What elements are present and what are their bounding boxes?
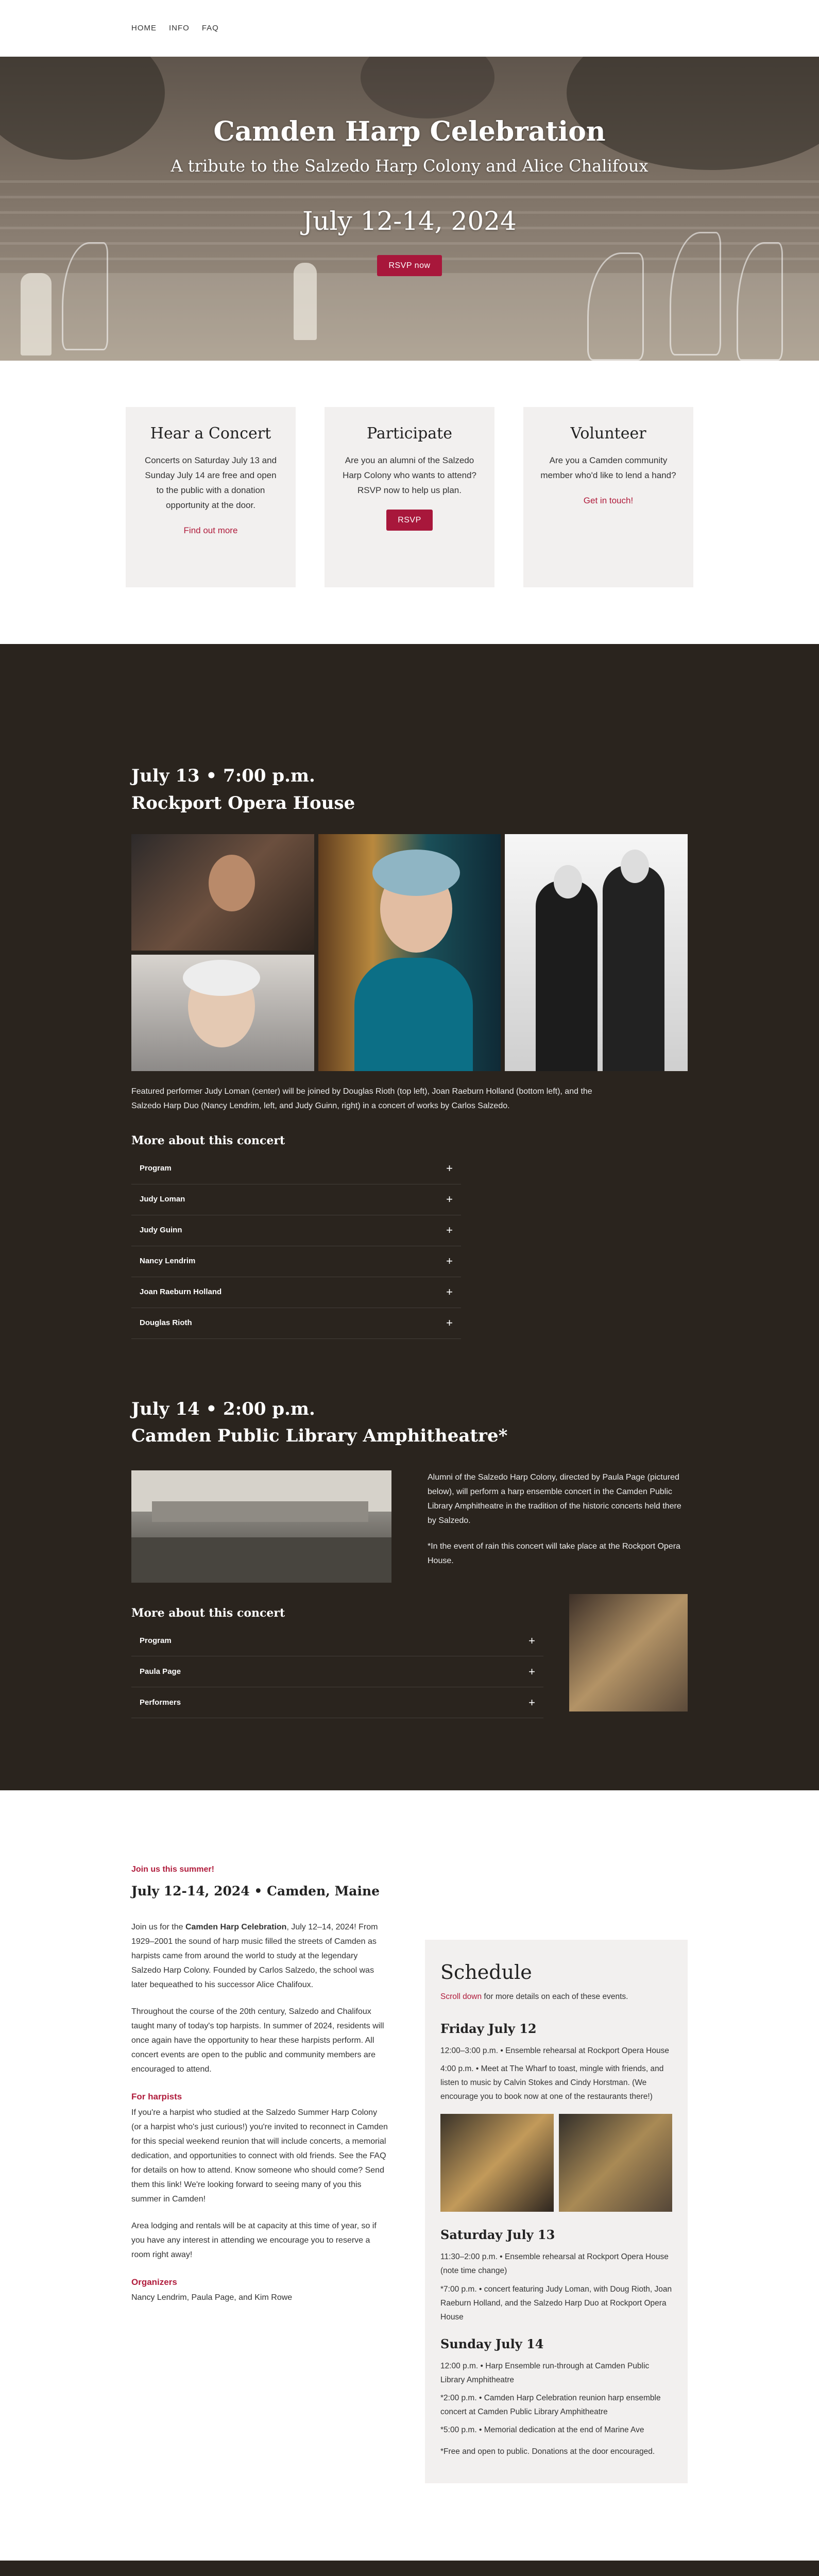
accordion-judy-guinn[interactable]: Judy Guinn + <box>131 1215 461 1246</box>
saturday-item: 11:30–2:00 p.m. • Ensemble rehearsal at Rockport Opera House (note time change) <box>440 2252 669 2276</box>
plus-icon: + <box>446 1224 453 1237</box>
harpists-heading: For harpists <box>131 2091 182 2102</box>
plus-icon: + <box>446 1193 453 1206</box>
photo-judy-loman <box>318 834 501 1071</box>
photo-salzedo-harp-duo <box>505 834 688 1071</box>
schedule-footnote: *Free and open to public. Donations at the door encouraged. <box>440 2447 655 2456</box>
plus-icon: + <box>446 1255 453 1268</box>
friday-heading: Friday July 12 <box>440 2021 537 2036</box>
plus-icon: + <box>528 1696 535 1709</box>
accordion-douglas-rioth[interactable]: Douglas Rioth + <box>131 1308 461 1339</box>
photo-paula-page <box>569 1594 688 1711</box>
card-title: Hear a Concert <box>150 425 271 443</box>
accordion-performers[interactable]: Performers + <box>131 1687 543 1718</box>
card-title: Volunteer <box>570 425 646 443</box>
info-label: Join us this summer! <box>131 1865 214 1874</box>
concert1-accordion <box>131 1154 461 1339</box>
sunday-item: *5:00 p.m. • Memorial dedication at the end of Marine Ave <box>440 2426 644 2435</box>
photo-joan-raeburn-holland <box>131 955 314 1071</box>
lodging-paragraph: Area lodging and rentals will be at capacity at this time of year, so if you have any interest in attending we encourage you to reserve a room right away! <box>131 2221 377 2259</box>
concert2-where: Camden Public Library Amphitheatre* <box>131 1426 508 1447</box>
get-in-touch-link[interactable]: Get in touch! <box>583 495 634 505</box>
card-title: Participate <box>366 425 452 443</box>
schedule-note: Scroll down for more details on each of these events. <box>440 1992 628 2001</box>
organizers-names: Nancy Lendrim, Paula Page, and Kim Rowe <box>131 2293 293 2302</box>
photo-douglas-rioth <box>131 834 314 951</box>
plus-icon: + <box>446 1316 453 1330</box>
concert2-when: July 14 • 2:00 p.m. <box>131 1398 315 1419</box>
harpists-paragraph: If you're a harpist who studied at the Salzedo Summer Harp Colony (or a harpist who's just curious!) you're invited to reconnect in Camden for this special weekend reunion that will include concerts, a memorial dedication, and opportunities to connect with old friends. See the FAQ for details on how to attend. Know someone who should come? Send them this link! We're looking forward to seeing many of you this summer in Camden! <box>131 2108 388 2204</box>
card-hear-concert <box>126 407 296 587</box>
scroll-down-link[interactable]: Scroll down <box>440 1992 482 2001</box>
hero-banner <box>0 57 819 361</box>
concert1-when: July 13 • 7:00 p.m. <box>131 766 315 786</box>
accordion-joan-raeburn-holland[interactable]: Joan Raeburn Holland + <box>131 1277 461 1308</box>
concert1-caption: Featured performer Judy Loman (center) will be joined by Douglas Rioth (top left), Joan Raeburn Holland (bottom left), and the Salzedo Harp Duo (Nancy Lendrim, left, and Judy Guinn, right) in a concert of works by Carlos Salzedo. <box>131 1087 592 1111</box>
concert1-where: Rockport Opera House <box>131 792 355 814</box>
schedule-photo-musician <box>440 2114 554 2212</box>
plus-icon: + <box>528 1665 535 1679</box>
accordion-nancy-lendrim[interactable]: Nancy Lendrim + <box>131 1246 461 1277</box>
memorial-section <box>0 2561 819 2576</box>
concerts-section <box>0 644 819 1790</box>
info-section <box>0 1790 819 2561</box>
concert2-title <box>131 1396 688 1450</box>
sunday-item: *2:00 p.m. • Camden Harp Celebration reunion harp ensemble concert at Camden Public Library Amphitheatre <box>440 2394 661 2417</box>
info-paragraph-2: Throughout the course of the 20th century, Salzedo and Chalifoux taught many of today's top harpists. In summer of 2024, residents will once again have the opportunity to hear these harpists perform. All concert events are open to the public and community members are encouraged to attend. <box>131 2007 384 2074</box>
sunday-heading: Sunday July 14 <box>440 2336 544 2351</box>
accordion-judy-loman[interactable]: Judy Loman + <box>131 1184 461 1215</box>
friday-item: 4:00 p.m. • Meet at The Wharf to toast, mingle with friends, and listen to music by Calvin Stokes and Cindy Horstman. (We encourage you to book now at one of the restaurants there!) <box>440 2064 664 2102</box>
saturday-item: *7:00 p.m. • concert featuring Judy Loman, with Doug Rioth, Joan Raeburn Holland, and the Salzedo Harp Duo at Rockport Opera House <box>440 2284 672 2321</box>
card-text: Concerts on Saturday July 13 and Sunday July 14 are free and open to the public with a donation opportunity at the door. <box>144 455 277 510</box>
sunday-item: 12:00 p.m. • Harp Ensemble run-through at Camden Public Library Amphitheatre <box>440 2361 650 2384</box>
top-nav <box>0 0 819 57</box>
plus-icon: + <box>528 1634 535 1648</box>
card-rsvp-button[interactable]: RSVP <box>386 510 433 531</box>
find-out-more-link[interactable]: Find out more <box>183 525 238 535</box>
concert1-photos <box>131 834 688 1071</box>
amphitheatre-photo <box>131 1470 391 1583</box>
concert2-accordion <box>131 1625 543 1718</box>
nav-home[interactable]: HOME <box>131 24 157 32</box>
plus-icon: + <box>446 1162 453 1175</box>
concert2-description: Alumni of the Salzedo Harp Colony, directed by Paula Page (pictured below), will perform a harp ensemble concert in the Camden Public Library Amphitheatre in the tradition of the historic concerts held there by Salzedo. <box>428 1472 681 1525</box>
nav-info[interactable]: INFO <box>169 24 190 32</box>
plus-icon: + <box>446 1285 453 1299</box>
schedule-panel <box>425 1940 688 2483</box>
accordion-program[interactable]: Program + <box>131 1625 543 1656</box>
hero-dates: July 12-14, 2024 <box>302 206 517 236</box>
schedule-photo-harp <box>559 2114 672 2212</box>
friday-item: 12:00–3:00 p.m. • Ensemble rehearsal at Rockport Opera House <box>440 2046 669 2055</box>
saturday-heading: Saturday July 13 <box>440 2227 555 2243</box>
hero-rsvp-button[interactable]: RSVP now <box>377 255 441 277</box>
concert2-rain-note: *In the event of rain this concert will take place at the Rockport Opera House. <box>428 1541 680 1565</box>
schedule-title: Schedule <box>440 1961 532 1984</box>
card-text: Are you a Camden community member who'd like to lend a hand? <box>540 455 676 480</box>
concert1-more-title: More about this concert <box>131 1134 285 1148</box>
concert1-title <box>131 762 688 817</box>
intro-cards <box>0 361 819 644</box>
concert2-more-title: More about this concert <box>131 1606 285 1620</box>
accordion-paula-page[interactable]: Paula Page + <box>131 1656 543 1687</box>
card-text: Are you an alumni of the Salzedo Harp Colony who wants to attend? RSVP now to help us plan. <box>343 455 476 495</box>
hero-subtitle: A tribute to the Salzedo Harp Colony and Alice Chalifoux <box>170 156 649 176</box>
organizers-heading: Organizers <box>131 2277 177 2287</box>
accordion-program[interactable]: Program + <box>131 1154 461 1184</box>
info-paragraph-1: Join us for the Camden Harp Celebration, July 12–14, 2024! From 1929–2001 the sound of harp music filled the streets of Camden as harpists came from around the world to study at the legendary Salzedo Harp Colony. Founded by Carlos Salzedo, the school was later bequeathed to his successor Alice Chalifoux. <box>131 1922 378 1989</box>
info-heading: July 12-14, 2024 • Camden, Maine <box>131 1884 380 1899</box>
nav-faq[interactable]: FAQ <box>201 24 219 32</box>
hero-title: Camden Harp Celebration <box>213 116 606 147</box>
card-volunteer <box>523 407 693 587</box>
card-participate <box>325 407 494 587</box>
